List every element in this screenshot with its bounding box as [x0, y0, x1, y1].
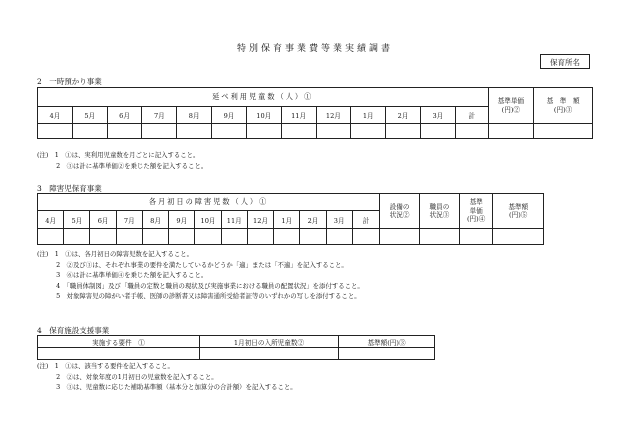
month-header: 3月	[420, 107, 455, 124]
data-cell[interactable]	[386, 124, 421, 139]
data-cell[interactable]	[534, 124, 593, 139]
section-2-notes: (注) 1 ①は、実利用児童数を月ごとに記入すること。 2 ③は計に基準単価②を乗じた額を記入すること。	[37, 151, 208, 170]
month-header: 8月	[177, 107, 212, 124]
section-3-heading: 3 障害児保育事業	[37, 184, 102, 193]
data-cell[interactable]	[177, 124, 212, 139]
data-cell[interactable]	[212, 124, 247, 139]
table-row	[38, 229, 544, 245]
table-row	[38, 124, 593, 139]
month-header: 10月	[246, 107, 281, 124]
temporary-care-table	[37, 87, 593, 139]
disabled-child-care-table	[37, 193, 544, 245]
usage-count-header: 延べ利用児童数（人）①	[38, 88, 489, 107]
section-2-heading: 2 一時預かり事業	[37, 77, 102, 86]
data-cell[interactable]	[64, 229, 90, 245]
data-cell[interactable]	[38, 124, 73, 139]
month-header: 11月	[221, 211, 247, 229]
data-cell[interactable]	[246, 124, 281, 139]
data-cell[interactable]	[142, 124, 177, 139]
data-cell[interactable]	[493, 229, 544, 245]
data-cell[interactable]	[200, 348, 339, 360]
enrolled-count-header: 1月初日の入所児童数②	[200, 336, 339, 348]
data-cell[interactable]	[169, 229, 195, 245]
month-header: 2月	[300, 211, 326, 229]
month-header: 5月	[72, 107, 107, 124]
data-cell[interactable]	[455, 124, 488, 139]
data-cell[interactable]	[274, 229, 300, 245]
standard-amount-header: 基準額(円)③	[339, 336, 435, 348]
total-header: 計	[352, 211, 379, 229]
month-header: 3月	[326, 211, 352, 229]
disabled-count-header: 各月初日の障害児数（人）①	[38, 194, 380, 211]
table-row	[38, 348, 435, 360]
staff-status-header: 職員の 状況③	[419, 194, 459, 229]
data-cell[interactable]	[488, 124, 534, 139]
data-cell[interactable]	[459, 229, 493, 245]
data-cell[interactable]	[300, 229, 326, 245]
data-cell[interactable]	[351, 124, 386, 139]
data-cell[interactable]	[326, 229, 352, 245]
data-cell[interactable]	[38, 229, 64, 245]
month-header: 7月	[142, 107, 177, 124]
standard-amount-header: 基準額 (円)⑤	[493, 194, 544, 229]
month-header: 4月	[38, 107, 73, 124]
month-header: 9月	[212, 107, 247, 124]
unit-price-header: 基準 単価 (円)④	[459, 194, 493, 229]
month-header: 1月	[274, 211, 300, 229]
data-cell[interactable]	[72, 124, 107, 139]
total-header: 計	[455, 107, 488, 124]
month-header: 12月	[247, 211, 273, 229]
standard-amount-header: 基 準 額 (円)③	[534, 88, 593, 124]
month-header: 6月	[107, 107, 142, 124]
data-cell[interactable]	[142, 229, 168, 245]
data-cell[interactable]	[90, 229, 116, 245]
month-header: 5月	[64, 211, 90, 229]
data-cell[interactable]	[352, 229, 379, 245]
data-cell[interactable]	[247, 229, 273, 245]
requirement-header: 実施する要件 ①	[38, 336, 200, 348]
month-header: 7月	[116, 211, 142, 229]
data-cell[interactable]	[195, 229, 221, 245]
data-cell[interactable]	[419, 229, 459, 245]
data-cell[interactable]	[380, 229, 420, 245]
data-cell[interactable]	[339, 348, 435, 360]
facility-status-header: 設備の 状況②	[380, 194, 420, 229]
data-cell[interactable]	[38, 348, 200, 360]
data-cell[interactable]	[420, 124, 455, 139]
nursery-name-box: 保育所名	[540, 54, 590, 69]
unit-price-header: 基準単価 (円)②	[488, 88, 534, 124]
data-cell[interactable]	[116, 229, 142, 245]
data-cell[interactable]	[221, 229, 247, 245]
month-header: 9月	[169, 211, 195, 229]
childcare-facility-support-table	[37, 335, 435, 360]
page-title: 特別保育事業費等業実績調書	[236, 44, 393, 54]
month-header: 8月	[142, 211, 168, 229]
month-header: 12月	[316, 107, 351, 124]
month-header: 2月	[386, 107, 421, 124]
month-header: 11月	[281, 107, 316, 124]
section-3-notes: (注) 1 ①は、各月初日の障害児数を記入すること。 2 ②及び③は、それぞれ事業の要件を満たしているかどうか「適」または「不適」を記入すること。 3 ⑥は計に基準単価④を乗じた額を記入すること。 4 「職員体制図」及び「職員の定数と職員の現状及び実施事業における職員の配置状況」を添付すること。 5 対象障害児の障がい者手帳、医師の診断書又は障害通所受給者証等のいずれかの写しを添付すること。	[37, 250, 364, 300]
section-4-heading: 4 保育施設支援事業	[37, 326, 110, 335]
data-cell[interactable]	[281, 124, 316, 139]
section-4-notes: (注) 1 ①は、該当する要件を記入すること。 2 ②は、対象年度の1月初日の児童数を記入すること。 3 ③は、児童数に応じた補助基準額（基本分と加算分の合計額）を記入すること。	[37, 362, 297, 391]
data-cell[interactable]	[107, 124, 142, 139]
month-header: 4月	[38, 211, 64, 229]
month-header: 1月	[351, 107, 386, 124]
data-cell[interactable]	[316, 124, 351, 139]
month-header: 10月	[195, 211, 221, 229]
month-header: 6月	[90, 211, 116, 229]
